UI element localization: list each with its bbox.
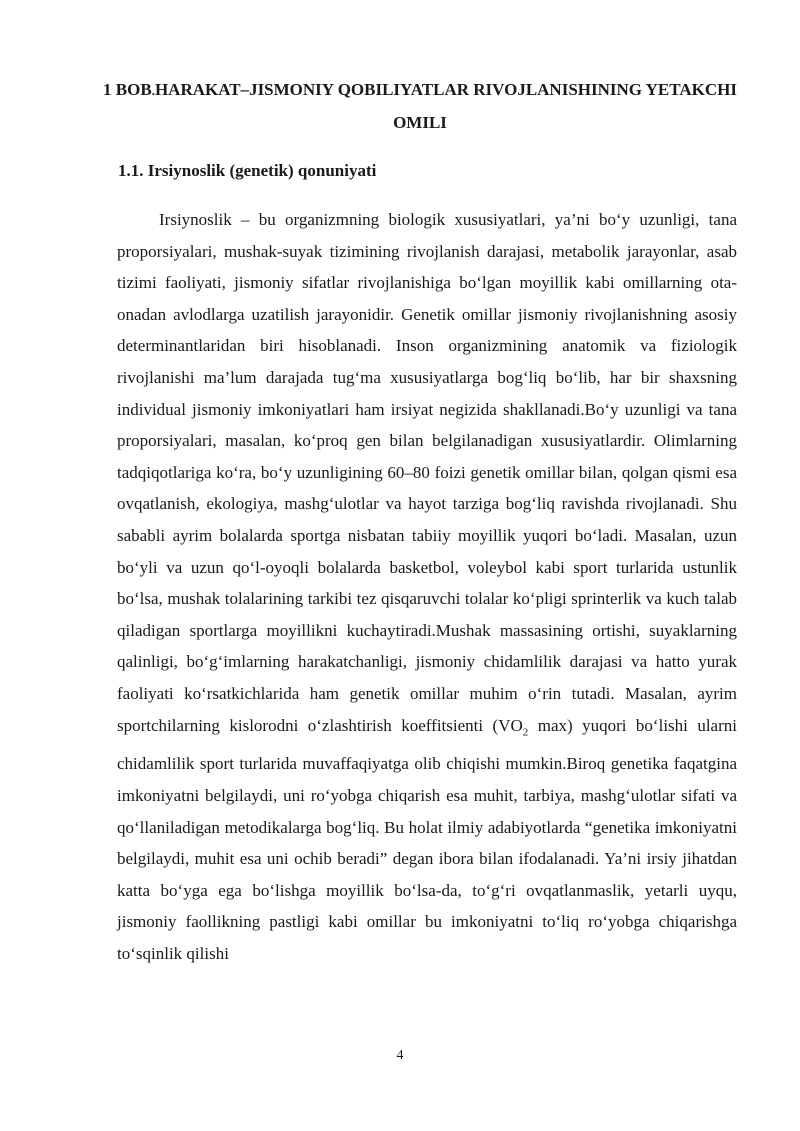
subscript-2: 2 <box>522 725 529 738</box>
paragraph-text-part-1: Irsiynoslik – bu organizmning biologik xususiyatlari, ya’ni bo‘y uzunligi, tana proporsiyalari, mushak-suyak tizimining rivojlanish darajasi, metabolik jarayonlar, asab tizimi faoliyati, jismoniy sifatlar rivojlanishiga bo‘lgan moyillik kabi omillarning ota-onadan avlodlarga uzatilish jarayonidir. Genetik omillar jismoniy rivojlanishning asosiy determinantlaridan biri hisoblanadi. Inson organizmining anatomik va fiziologik rivojlanishi ma’lum darajada tug‘ma xususiyatlarga bog‘liq bo‘lib, har bir shaxsning individual jismoniy imkoniyatlari ham irsiyat negizida shakllanadi.Bo‘y uzunligi va tana proporsiyalari, masalan, ko‘proq gen bilan belgilanadigan xususiyatlardir. Olimlarning tadqiqotlariga ko‘ra, bo‘y uzunligining 60–80 foizi genetik omillar bilan, qolgan qismi esa ovqatlanish, ekologiya, mashg‘ulotlar va hayot tarziga bog‘liq ravishda rivojlanadi. Shu sababli ayrim bolalarda sportga nisbatan tabiiy moyillik yuqori bo‘ladi. Masalan, uzun bo‘yli va uzun qo‘l-oyoqli bolalarda basketbol, voleybol kabi sport turlarida ustunlik bo‘lsa, mushak tolalarining tarkibi tez qisqaruvchi tolalar ko‘pligi sprinterlik va kuch talab qiladigan sportlarga moyillikni kuchaytiradi.Mushak massasining ortishi, suyaklarning qalinligi, bo‘g‘imlarning harakatchanligi, jismoniy chidamlilik darajasi va hatto yurak faoliyati ko‘rsatkichlarida ham genetik omillar muhim o‘rin tutadi. Masalan, ayrim sportchilarning kislorodni o‘zlashtirish koeffitsienti (VO <box>117 210 737 735</box>
chapter-title-text: HARAKAT–JISMONIY QOBILIYATLAR RIVOJLANISHINING YETAKCHI OMILI <box>154 80 737 132</box>
section-title: 1.1. Irsiynoslik (genetik) qonuniyati <box>118 161 377 180</box>
page-number: 4 <box>396 1048 404 1063</box>
chapter-title <box>100 74 740 139</box>
body-paragraph <box>117 204 737 970</box>
paragraph-text-part-2: max) yuqori bo‘lishi ularni chidamlilik sport turlarida muvaffaqiyatga olib chiqishi mumkin.Biroq genetika faqatgina imkoniyatni belgilaydi, uni ro‘yobga chiqarish esa muhit, tarbiya, mashg‘ulotlar sifati va qo‘llaniladigan metodikalarga bog‘liq. Bu holat ilmiy adabiyotlarda “genetika imkoniyatni belgilaydi, muhit esa uni ochib beradi” degan ibora bilan ifodalanadi. Ya’ni irsiy jihatdan katta bo‘yga ega bo‘lishga moyillik bo‘lsa-da, to‘g‘ri ovqatlanmaslik, yetarli uyqu, jismoniy faollikning pastligi kabi omillar bu imkoniyatni to‘liq ro‘yobga chiqarishga to‘sqinlik qilishi <box>117 715 737 964</box>
chapter-number: 1 BOB <box>103 80 152 99</box>
chapter-title-separator: . <box>151 83 155 98</box>
